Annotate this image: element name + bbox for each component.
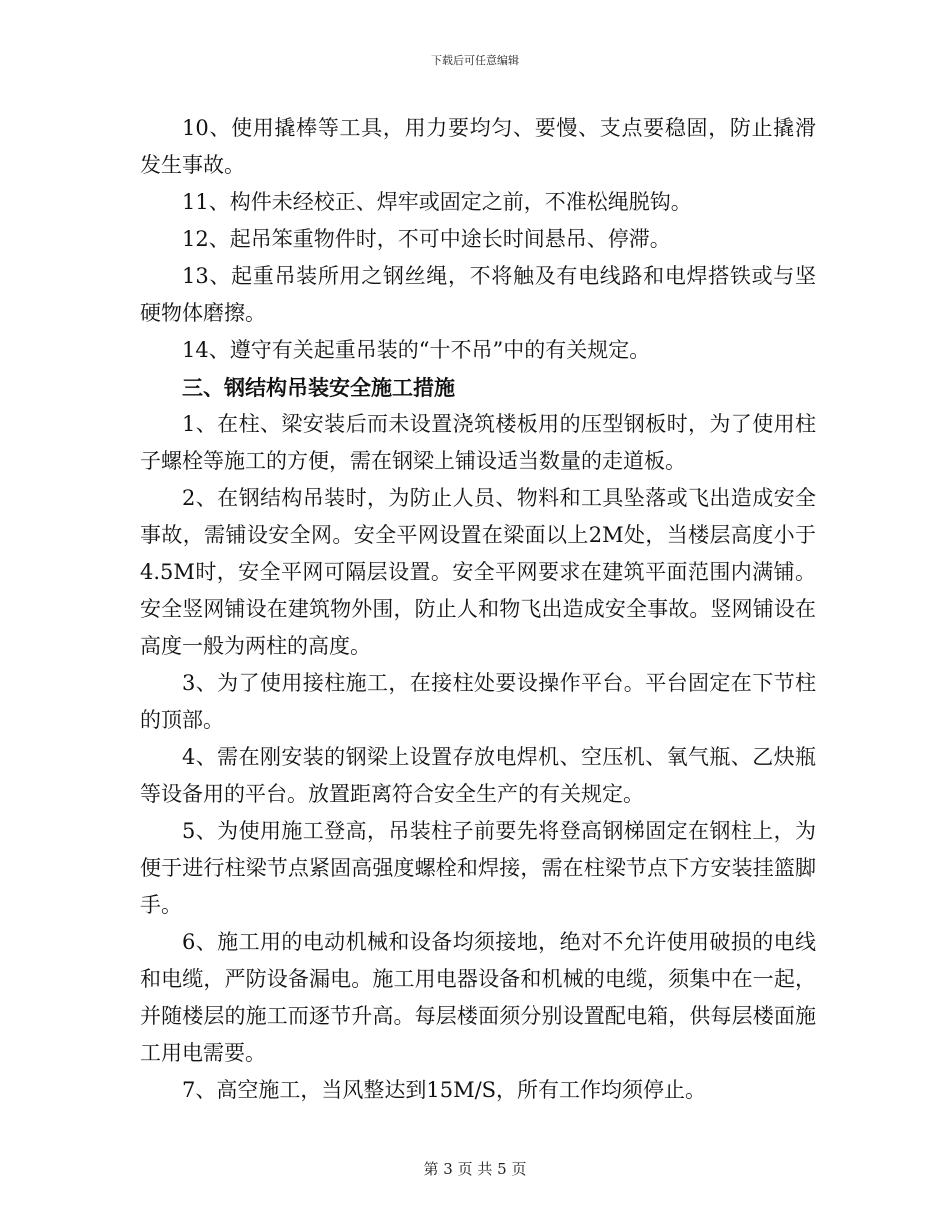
paragraph-measure-1: 1、在柱、梁安装后而未设置浇筑楼板用的压型钢板时，为了使用柱子螺栓等施工的方便，需在钢梁上铺设适当数量的走道板。 xyxy=(140,412,816,473)
paragraph-measure-5: 5、为使用施工登高，吊装柱子前要先将登高钢梯固定在钢柱上，为便于进行柱梁节点紧固高强度螺栓和焊接，需在柱梁节点下方安装挂篮脚手。 xyxy=(140,819,816,917)
paragraph-measure-3: 3、为了使用接柱施工，在接柱处要设操作平台。平台固定在下节柱的顶部。 xyxy=(140,671,816,732)
paragraph-item-10: 10、使用撬棒等工具，用力要均匀、要慢、支点要稳固，防止撬滑发生事故。 xyxy=(140,116,816,177)
paragraph-measure-4: 4、需在刚安装的钢梁上设置存放电焊机、空压机、氧气瓶、乙炔瓶等设备用的平台。放置距离符合安全生产的有关规定。 xyxy=(140,745,816,806)
paragraph-measure-7: 7、高空施工，当风整达到15M/S，所有工作均须停止。 xyxy=(182,1078,707,1102)
paragraph-item-14: 14、遵守有关起重吊装的“十不吊”中的有关规定。 xyxy=(182,338,651,362)
document-body xyxy=(140,110,816,1109)
page-header: 下载后可任意编辑 xyxy=(431,54,519,67)
paragraph-item-12: 12、起吊笨重物件时，不可中途长时间悬吊、停滞。 xyxy=(182,227,671,251)
section-heading: 三、钢结构吊装安全施工措施 xyxy=(182,375,455,400)
paragraph-item-13: 13、起重吊装所用之钢丝绳，不将触及有电线路和电焊搭铁或与坚硬物体磨擦。 xyxy=(140,264,816,325)
paragraph-measure-2: 2、在钢结构吊装时，为防止人员、物料和工具坠落或飞出造成安全事故，需铺设安全网。安全平网设置在梁面以上2M处，当楼层高度小于4.5M时，安全平网可隔层设置。安全平网要求在建筑平面范围内满铺。安全竖网铺设在建筑物外围，防止人和物飞出造成安全事故。竖网铺设在高度一般为两柱的高度。 xyxy=(140,486,816,658)
paragraph-measure-6: 6、施工用的电动机械和设备均须接地，绝对不允许使用破损的电线和电缆，严防设备漏电。施工用电器设备和机械的电缆，须集中在一起，并随楼层的施工而逐节升高。每层楼面须分别设置配电箱，供每层楼面施工用电需要。 xyxy=(140,930,816,1065)
paragraph-item-11: 11、构件未经校正、焊牢或固定之前，不准松绳脱钩。 xyxy=(182,190,692,214)
page-footer: 第 3 页 共 5 页 xyxy=(423,1160,527,1178)
